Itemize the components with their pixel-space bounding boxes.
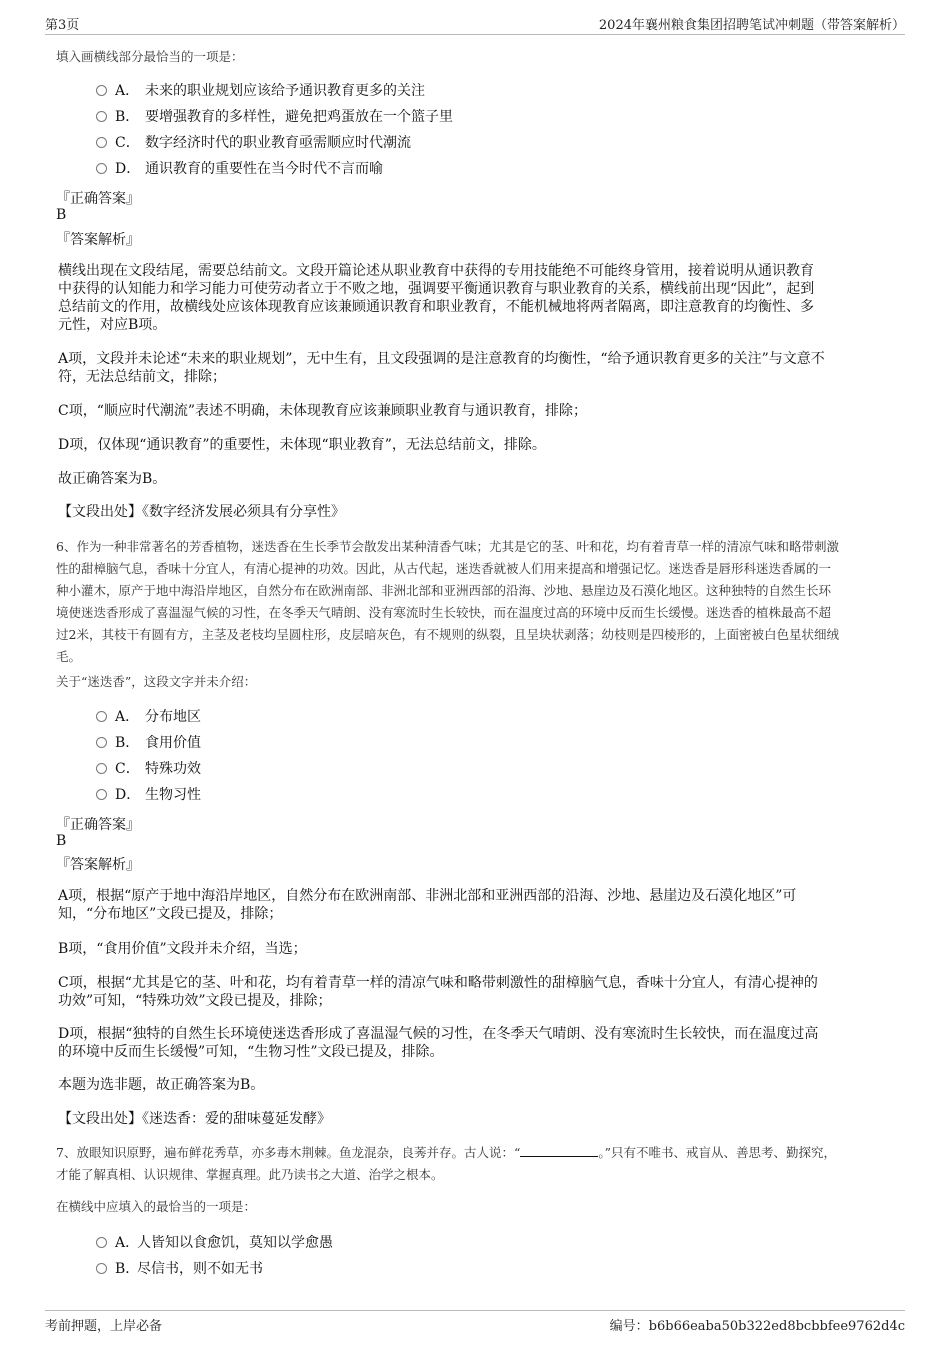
answer-label: 『正确答案』	[56, 191, 140, 207]
fill-blank	[520, 1144, 598, 1157]
q6-source: 【文段出处】《迷迭香：爱的甜味蔓延发酵》	[58, 1111, 331, 1127]
q6-analysis-p4: D项，根据“独特的自然生长环境使迷迭香形成了喜温湿气候的习性，在冬季天气晴朗、没有寒流时生长较快，而在温度过高 的环境中反而生长缓慢”可知，“生物习性”文段已提及，排除。	[58, 1026, 819, 1060]
answer-label: 『正确答案』	[56, 817, 140, 833]
q5-source: 【文段出处】《数字经济发展必须具有分享性》	[58, 504, 345, 520]
q5-option-b[interactable]: B． 要增强教育的多样性，避免把鸡蛋放在一个篮子里	[96, 107, 453, 127]
q5-analysis-p2: A项，文段并未论述“未来的职业规划”，无中生有，且文段强调的是注意教育的均衡性，“给予通识教育更多的关注”与文意不 符，无法总结前文，排除；	[58, 351, 825, 385]
q6-option-a[interactable]: A． 分布地区	[96, 707, 201, 727]
q5-analysis-p1: 横线出现在文段结尾，需要总结前文。文段开篇论述从职业教育中获得的专用技能绝不可能终身管用，接着说明从通识教育 中获得的认知能力和学习能力可使劳动者立于不败之地，强调要平衡通识教育与职业教育的关系，横线前出现“因此”，起到 总结前文的作用，故横线处应该体现教育应该兼顾通识教育和职业教育，不能机械地将两者隔离，即注意教育的均衡性、多 元性，对应B项。	[58, 263, 815, 333]
radio-icon[interactable]	[96, 85, 107, 96]
q7-option-a[interactable]: A．人皆知以食愈饥，莫知以学愈愚	[96, 1233, 333, 1253]
analysis-label: 『答案解析』	[56, 857, 140, 873]
document-id: 编号：b6b66eaba50b322ed8bcbbfee9762d4c	[609, 1319, 905, 1334]
footer-slogan: 考前押题，上岸必备	[45, 1319, 163, 1334]
q5-option-c[interactable]: C． 数字经济时代的职业教育亟需顺应时代潮流	[96, 133, 411, 153]
q6-prompt: 关于“迷迭香”，这段文字并未介绍：	[56, 674, 257, 689]
q6-option-d[interactable]: D． 生物习性	[96, 785, 201, 805]
q5-analysis-p4: D项，仅体现“通识教育”的重要性，未体现“职业教育”，无法总结前文，排除。	[58, 437, 546, 453]
radio-icon[interactable]	[96, 1237, 107, 1248]
q5-prompt: 填入画横线部分最恰当的一项是：	[56, 49, 244, 64]
q6-analysis-conclusion: 本题为选非题，故正确答案为B。	[58, 1077, 265, 1093]
q6-option-c[interactable]: C． 特殊功效	[96, 759, 201, 779]
q6-analysis-p2: B项，“食用价值”文段并未介绍，当选；	[58, 941, 307, 957]
q5-option-a[interactable]: A． 未来的职业规划应该给予通识教育更多的关注	[96, 81, 425, 101]
radio-icon[interactable]	[96, 789, 107, 800]
radio-icon[interactable]	[96, 763, 107, 774]
page-header	[45, 0, 905, 35]
q6-passage: 6、作为一种非常著名的芳香植物，迷迭香在生长季节会散发出某种清香气味；尤其是它的茎、叶和花，均有着青草一样的清凉气味和略带刺激 性的甜樟脑气息，香味十分宜人，有清心提神的功效。因此，从古代起，迷迭香就被人们用来提高和增强记忆。迷迭香是唇形科迷迭香属的一 种小灌木，原产于地中海沿岸地区，自然分布在欧洲南部、非洲北部和亚洲西部的沿海、沙地、悬崖边及石漠化地区。这种独特的自然生长环 境使迷迭香形成了喜温湿气候的习性，在冬季天气晴朗、没有寒流时生长较快，而在温度过高的环境中反而生长缓慢。迷迭香的植株最高不超 过2米，其枝干有圆有方，主茎及老枝均呈圆柱形，皮层暗灰色，有不规则的纵裂，且呈块状剥落；幼枝则是四棱形的，上面密被白色星状细绒 毛。	[56, 539, 839, 664]
q7-prompt: 在横线中应填入的最恰当的一项是：	[56, 1199, 257, 1214]
page-footer	[45, 1310, 905, 1334]
q6-analysis-p3: C项，根据“尤其是它的茎、叶和花，均有着青草一样的清凉气味和略带刺激性的甜樟脑气息，香味十分宜人，有清心提神的 功效”可知，“特殊功效”文段已提及，排除；	[58, 975, 818, 1009]
radio-icon[interactable]	[96, 137, 107, 148]
radio-icon[interactable]	[96, 1263, 107, 1274]
q5-analysis-conclusion: 故正确答案为B。	[58, 471, 167, 487]
page-number: 第3页	[45, 18, 80, 33]
answer-value: B	[56, 833, 67, 849]
radio-icon[interactable]	[96, 737, 107, 748]
q6-option-b[interactable]: B． 食用价值	[96, 733, 201, 753]
analysis-label: 『答案解析』	[56, 232, 140, 248]
q5-analysis-p3: C项，“顺应时代潮流”表述不明确，未体现教育应该兼顾职业教育与通识教育，排除；	[58, 403, 588, 419]
q7-passage: 7、放眼知识原野，遍布鲜花秀草，亦多毒木荆棘。鱼龙混杂，良莠并存。古人说：“ 。”只有不唯书、戒盲从、善思考、勤探究， 才能了解真相、认识规律、掌握真理。此乃读书之大道、治学之根本。	[56, 1145, 837, 1182]
q5-option-d[interactable]: D． 通识教育的重要性在当今时代不言而喻	[96, 159, 383, 179]
radio-icon[interactable]	[96, 711, 107, 722]
q7-option-b[interactable]: B．尽信书，则不如无书	[96, 1259, 263, 1279]
q6-analysis-p1: A项，根据“原产于地中海沿岸地区，自然分布在欧洲南部、非洲北部和亚洲西部的沿海、沙地、悬崖边及石漠化地区”可 知，“分布地区”文段已提及，排除；	[58, 888, 797, 922]
document-title: 2024年襄州粮食集团招聘笔试冲刺题（带答案解析）	[598, 18, 905, 33]
radio-icon[interactable]	[96, 111, 107, 122]
answer-value: B	[56, 207, 67, 223]
radio-icon[interactable]	[96, 163, 107, 174]
